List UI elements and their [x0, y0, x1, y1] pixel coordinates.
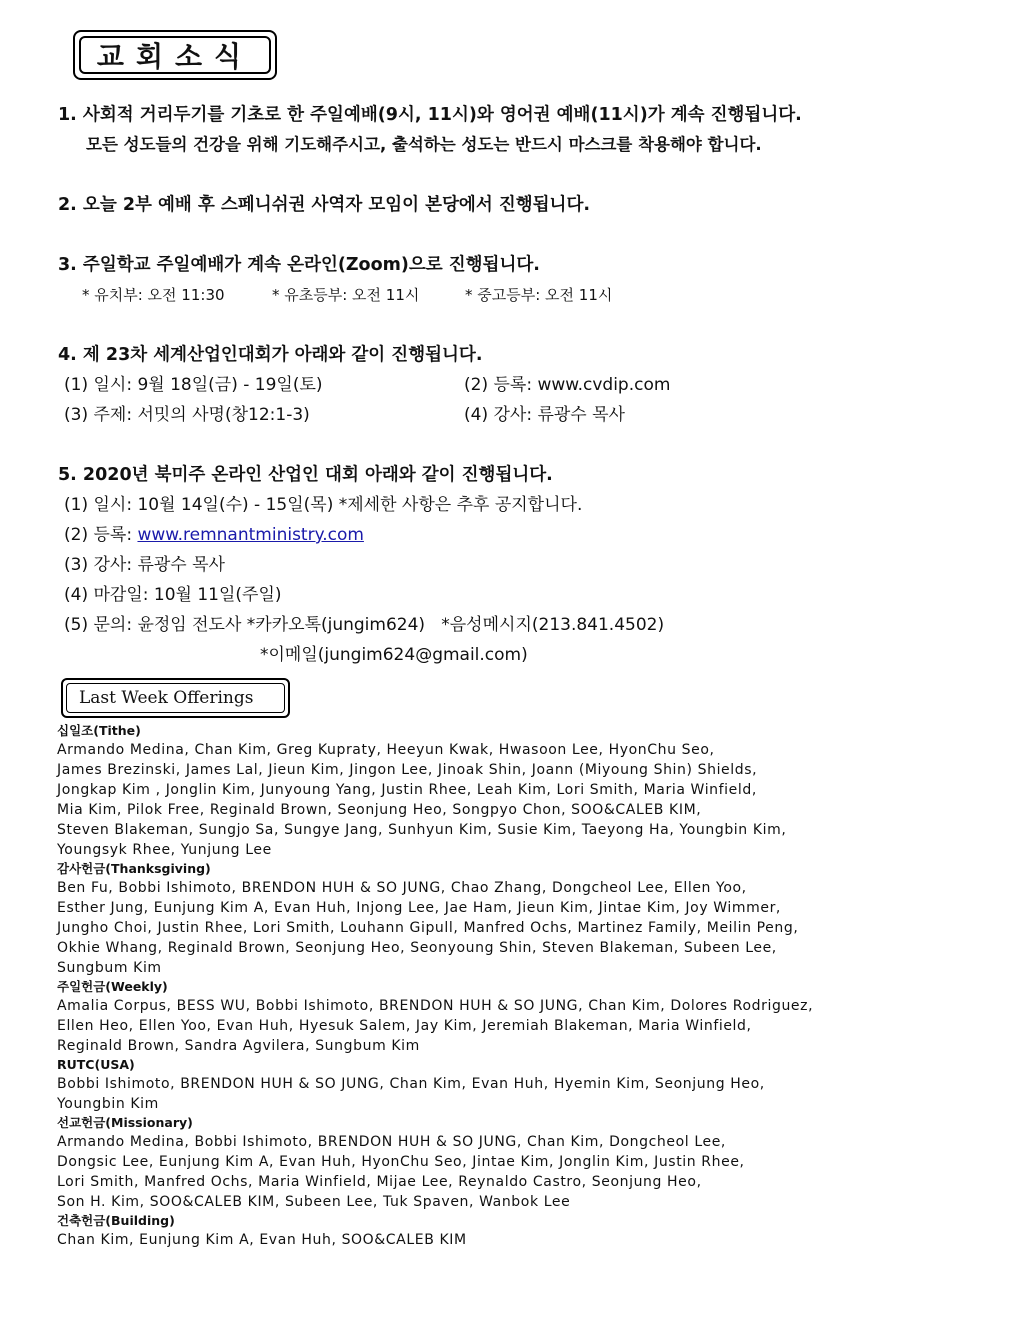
class-time-kindergarten: * 유치부: 오전 11:30 [82, 286, 225, 304]
tithe-title: 십일조(Tithe) [57, 723, 141, 738]
news-item-3: 3. 주일학교 주일예배가 계속 온라인(Zoom)으로 진행됩니다. [58, 255, 540, 275]
online-conference-email: *이메일(jungim624@gmail.com) [260, 645, 528, 665]
offerings-title-box [61, 678, 290, 718]
conference-theme: (3) 주제: 서밋의 사명(창12:1-3) [64, 405, 310, 425]
news-item-4-row-2 [58, 400, 958, 430]
online-conference-speaker: (3) 강사: 류광수 목사 [64, 555, 225, 575]
church-news [58, 100, 958, 670]
news-title-box [73, 30, 277, 80]
offerings-list [57, 722, 957, 1250]
tithe-names: Armando Medina, Chan Kim, Greg Kupraty, Heeyun Kwak, Hwasoon Lee, HyonChu Seo, James Brezinski, James Lal, Jieun Kim, Jingon Lee, Jinoak Shin, Joann (Miyoung Shin) Shields, Jongkap Kim , Jonglin Kim, Junyoung Yang, Justin Rhee, Leah Kim, Lori Smith, Maria Winfield, Mia Kim, Pilok Free, Reginald Brown, Seonjung Heo, Songpyo Chon, SOO&CALEB KIM, Steven Blakeman, Sungjo Sa, Sungye Jang, Sunhyun Kim, Susie Kim, Taeyong Ha, Youngbin Kim, Youngsyk Rhee, Yunjung Lee [57, 742, 787, 858]
conference-speaker: (4) 강사: 류광수 목사 [464, 405, 625, 425]
conference-date: (1) 일시: 9월 18일(금) - 19일(토) [64, 375, 323, 395]
news-item-5: 5. 2020년 북미주 온라인 산업인 대회 아래와 같이 진행됩니다. [58, 465, 553, 485]
online-conference-contact: (5) 문의: 윤정임 전도사 *카카오톡(jungim624) *음성메시지(213.841.4502) [64, 615, 665, 635]
rutc-names: Bobbi Ishimoto, BRENDON HUH & SO JUNG, Chan Kim, Evan Huh, Hyemin Kim, Seonjung Heo, Youngbin Kim [57, 1076, 765, 1112]
news-title: 교회소식 [79, 36, 271, 74]
offerings-title: Last Week Offerings [66, 683, 285, 713]
conference-registration: (2) 등록: www.cvdip.com [464, 375, 671, 395]
class-time-elementary: * 유초등부: 오전 11시 [272, 286, 420, 304]
thanksgiving-title: 감사헌금(Thanksgiving) [57, 861, 211, 876]
remnant-ministry-link[interactable]: www.remnantministry.com [137, 525, 364, 545]
news-item-4-row-1 [58, 370, 958, 400]
weekly-title: 주일헌금(Weekly) [57, 979, 168, 994]
missionary-title: 선교헌금(Missionary) [57, 1115, 193, 1130]
weekly-names: Amalia Corpus, BESS WU, Bobbi Ishimoto, BRENDON HUH & SO JUNG, Chan Kim, Dolores Rodriguez, Ellen Heo, Ellen Yoo, Evan Huh, Hyesuk Salem, Jay Kim, Jeremiah Blakeman, Maria Winfield, Reginald Brown, Sandra Agvilera, Sungbum Kim [57, 998, 814, 1054]
rutc-title: RUTC(USA) [57, 1057, 135, 1072]
building-names: Chan Kim, Eunjung Kim A, Evan Huh, SOO&CALEB KIM [57, 1232, 467, 1248]
news-item-1-line-2: 모든 성도들의 건강을 위해 기도해주시고, 출석하는 성도는 반드시 마스크를 착용해야 합니다. [86, 135, 762, 154]
missionary-names: Armando Medina, Bobbi Ishimoto, BRENDON HUH & SO JUNG, Chan Kim, Dongcheol Lee, Dongsic Lee, Eunjung Kim A, Evan Huh, HyonChu Seo, Jintae Kim, Jonglin Kim, Justin Rhee, Lori Smith, Manfred Ochs, Maria Winfield, Mijae Lee, Reynaldo Castro, Seonjung Heo, Son H. Kim, SOO&CALEB KIM, Subeen Lee, Tuk Spaven, Wanbok Lee [57, 1134, 745, 1210]
online-conference-registration [58, 520, 958, 550]
news-item-4: 4. 제 23차 세계산업인대회가 아래와 같이 진행됩니다. [58, 345, 483, 365]
news-item-2: 2. 오늘 2부 예배 후 스페니쉬권 사역자 모임이 본당에서 진행됩니다. [58, 195, 591, 215]
building-title: 건축헌금(Building) [57, 1213, 175, 1228]
news-item-1-line-1: 1. 사회적 거리두기를 기초로 한 주일예배(9시, 11시)와 영어권 예배(11시)가 계속 진행됩니다. [58, 105, 802, 125]
thanksgiving-names: Ben Fu, Bobbi Ishimoto, BRENDON HUH & SO JUNG, Chao Zhang, Dongcheol Lee, Ellen Yoo, Esther Jung, Eunjung Kim A, Evan Huh, Injong Lee, Jae Ham, Jieun Kim, Jintae Kim, Joy Wimmer, Jungho Choi, Justin Rhee, Lori Smith, Louhann Gipull, Manfred Ochs, Martinez Family, Meilin Peng, Okhie Whang, Reginald Brown, Seonjung Heo, Seonyoung Shin, Steven Blakeman, Subeen Lee, Sungbum Kim [57, 880, 799, 976]
sunday-school-times [58, 280, 958, 310]
online-conference-date: (1) 일시: 10월 14일(수) - 15일(목) *제세한 사항은 추후 공지합니다. [64, 495, 583, 515]
registration-label: (2) 등록: [64, 525, 138, 545]
online-conference-deadline: (4) 마감일: 10월 11일(주일) [64, 585, 282, 605]
class-time-youth: * 중고등부: 오전 11시 [465, 286, 613, 304]
